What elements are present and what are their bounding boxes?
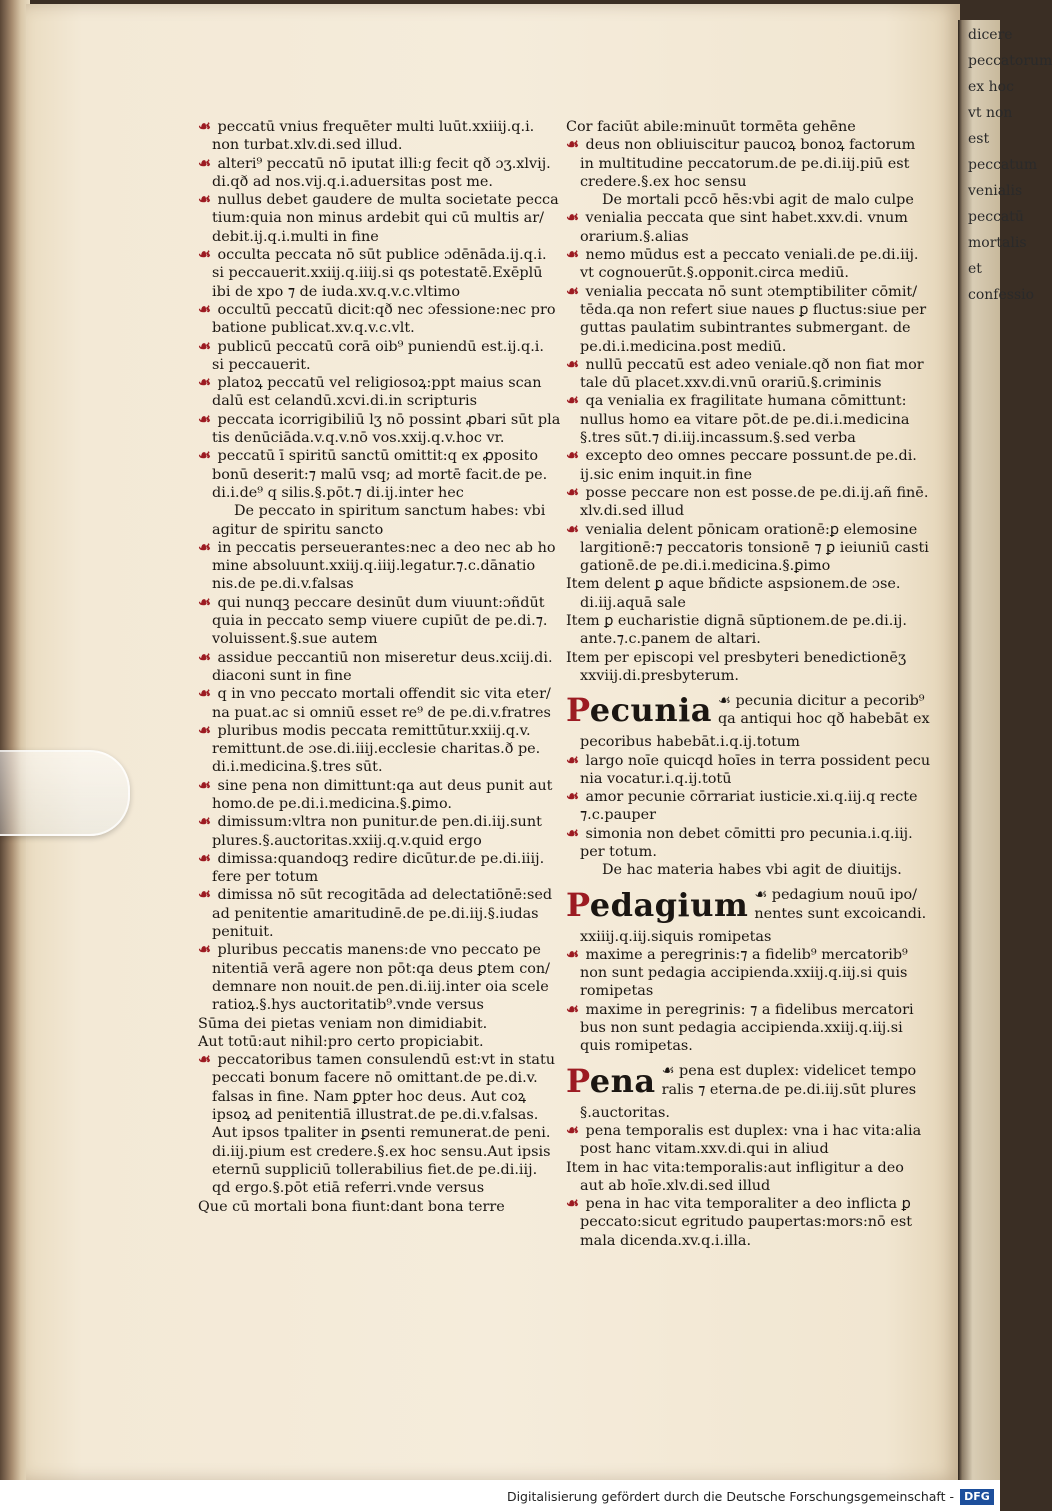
text-line: dalū est celandū.xcvi.di.in scripturis xyxy=(212,393,477,410)
text-line: ☙ in peccatis perseuerantes:nec a deo nec ab ho xyxy=(198,538,556,556)
text-line: Aut totū:aut nihil:pro certo propiciabit. xyxy=(198,1033,484,1050)
text-line: Cor faciūt abile:minuūt tormēta gehēne xyxy=(566,119,856,135)
bookmark-clip xyxy=(0,750,130,836)
neighbor-text: peccatū xyxy=(968,209,1024,225)
text-line: ☙ venialia peccata que sint habet.xxv.di. vnum xyxy=(566,209,908,227)
heading-pena xyxy=(566,1060,917,1102)
text-line: ☙ platoꝝ peccatū vel religiosoꝝ:ppt maius scan xyxy=(198,374,542,392)
text-line: credere.§.ex hoc sensu xyxy=(580,173,747,190)
text-line: ipsoꝝ ad penitentiā illustrat.de pe.di.v.falsas. xyxy=(212,1107,539,1124)
text-line: xxviij.di.presbyterum. xyxy=(580,667,739,684)
pena-entries xyxy=(566,1104,922,1250)
heading-pecunia-word: Pecunia xyxy=(566,691,712,730)
text-line: Item delent ꝑ aque bñdicte aspsionem.de ɔse. xyxy=(566,576,901,593)
text-line: ☙ posse peccare non est posse.de pe.di.ij.añ finē. xyxy=(566,483,929,501)
text-line: di.i.de⁹ q silis.§.pōt.⁊ di.ij.inter hec xyxy=(212,484,464,501)
text-line: ☙ assidue peccantiū non miseretur deus.xciij.di. xyxy=(198,648,553,666)
heading-pedagium-word: Pedagium xyxy=(566,885,749,924)
text-line: aut ab hoīe.xlv.di.sed illud xyxy=(580,1177,771,1194)
text-line: di.i.medicina.§.tres sūt. xyxy=(212,759,383,776)
text-line: gationē.de pe.di.i.medicina.§.ꝑimo xyxy=(580,558,831,575)
text-line: ☙ dimissum:vltra non punitur.de pen.di.iij.sunt xyxy=(198,813,542,831)
text-line: post hanc vitam.xxv.di.qui in aliud xyxy=(580,1141,829,1158)
text-line: ☙ dimissa:quandoqꝫ redire dicūtur.de pe.di.iiij. xyxy=(198,849,545,867)
text-line: ☙ nemo mūdus est a peccato veniali.de pe.di.iij. xyxy=(566,246,919,264)
text-line: Sūma dei pietas veniam non dimidiabit. xyxy=(198,1015,488,1032)
left-column xyxy=(198,118,561,1216)
text-line: quia in peccato semp viuere cupiūt de pe.di.⁊. xyxy=(212,613,548,630)
heading-pena-text: ☙ pena est duplex: videlicet tempo ralis ⁊ eterna.de pe.di.iij.sūt plures xyxy=(661,1063,917,1098)
text-line: non turbat.xlv.di.sed illud. xyxy=(212,137,403,154)
text-line: batione publicat.xv.q.v.c.vlt. xyxy=(212,320,415,337)
pedagium-entries xyxy=(566,928,914,1056)
text-line: na puat.ac si omniū esset re⁹ de pe.di.v.fratres xyxy=(212,704,551,721)
text-line: ☙ pluribus modis peccata remittūtur.xxiij.q.v. xyxy=(198,721,531,739)
text-line: ratioꝝ.§.hys auctoritatib⁹.vnde versus xyxy=(212,997,484,1014)
text-line: Item per episcopi vel presbyteri benedictionēʒ xyxy=(566,649,907,666)
text-line: debit.ij.q.i.multi in fine xyxy=(212,228,379,245)
text-line: ☙ sine pena non dimittunt:qa aut deus punit aut xyxy=(198,776,553,794)
heading-pecunia xyxy=(566,689,930,731)
text-line: ☙ simonia non debet cōmitti pro pecunia.i.q.iij. xyxy=(566,824,913,842)
dfg-logo: DFG xyxy=(960,1489,994,1505)
neighbor-text: ex hoc xyxy=(968,79,1014,95)
text-line: romipetas xyxy=(580,983,654,1000)
text-line: ☙ peccata icorrigibiliū lʒ nō possint ꝓbari sūt pla xyxy=(198,410,561,428)
text-line: ☙ nullū peccatū est adeo veniale.qð non fiat mor xyxy=(566,355,924,373)
text-line: ☙ deus non obliuiscitur paucoꝝ bonoꝝ factorum xyxy=(566,136,916,154)
text-line: qd ergo.§.pōt etiā referri.vnde versus xyxy=(212,1180,485,1197)
footer-credit: Digitalisierung gefördert durch die Deutsche Forschungsgemeinschaft - xyxy=(506,1489,954,1504)
text-line: ☙ excepto deo omnes peccare possunt.de pe.di. xyxy=(566,447,917,465)
text-line: ☙ amor pecunie cōrrariat iusticie.xi.q.iij.q recte xyxy=(566,788,918,806)
neighbor-text: confessio xyxy=(968,287,1035,303)
neighbor-text: venialis xyxy=(968,183,1023,199)
neighbor-text: vt non xyxy=(968,105,1013,121)
heading-pedagium-text: ☙ pedagium nouū ipo/ nentes sunt excoicandi. xyxy=(754,887,927,922)
text-line: vt cognouerūt.§.opponit.circa mediū. xyxy=(580,265,849,282)
text-line: ☙ peccatoribus tamen consulendū est:vt in statu xyxy=(198,1051,555,1069)
footer-bar xyxy=(0,1480,1000,1511)
text-line: Aut ipsos tpaliter in ꝑsenti remunerat.de peni. xyxy=(212,1125,551,1142)
right-column-top xyxy=(566,118,929,685)
neighbor-text: est xyxy=(968,131,990,147)
text-line: orarium.§.alias xyxy=(580,228,689,245)
text-line: tis denūciāda.v.q.v.nō vos.xxij.q.v.hoc vr. xyxy=(212,430,505,447)
text-line: Item ꝑ eucharistie dignā sūptionem.de pe.di.ij. xyxy=(566,613,907,630)
text-line: non sunt pedagia accipienda.xxiij.q.iij.si quis xyxy=(580,965,908,982)
pecunia-entries xyxy=(566,733,931,879)
text-line: ibi de xpo ⁊ de iuda.xv.q.v.c.vltimo xyxy=(212,283,461,300)
text-line: De mortali pccō hēs:vbi agit de malo culpe xyxy=(602,192,914,209)
text-line: ☙ peccatū ī spiritū sanctū omittit:q ex ꝓposito xyxy=(198,447,539,465)
text-line: ☙ largo noīe quicqd hoīes in terra possident pecu xyxy=(566,751,931,769)
text-line: nitentiā verā agere non pōt:qa deus ꝑtem con/ xyxy=(212,960,551,977)
text-line: largitionē:⁊ peccatoris tonsionē ⁊ ꝑ ieiuniū casti xyxy=(580,539,929,556)
text-line: guttas paulatim subintrantes submergant. de xyxy=(580,320,911,337)
heading-pecunia-text: ☙ pecunia dicitur a pecorib⁹ qa antiqui hoc qð habebāt ex xyxy=(717,692,930,728)
text-line: plures.§.auctoritas.xxiij.q.v.quid ergo xyxy=(212,832,482,849)
text-line: ⁊.c.pauper xyxy=(580,807,657,824)
neighbor-page xyxy=(958,20,1052,1480)
text-line: ☙ venialia peccata nō sunt ɔtemptibiliter cōmit/ xyxy=(566,282,918,300)
heading-pena-word: Pena xyxy=(566,1061,656,1100)
text-line: peccati bonum facere nō omittant.de pe.di.v. xyxy=(212,1070,538,1087)
text-line: xxiiij.q.iij.siquis romipetas xyxy=(580,928,772,945)
text-line: tale dū placet.xxv.di.vnū orariū.§.criminis xyxy=(580,375,882,392)
neighbor-text: peccatum xyxy=(968,157,1038,173)
text-line: ☙ alteri⁹ peccatū nō iputat illi:g fecit qð ɔʒ.xlvij. xyxy=(198,154,551,172)
text-line: pecoribus habebāt.i.q.ij.totum xyxy=(580,734,800,751)
neighbor-text: peccatorum xyxy=(968,53,1052,69)
text-line: ☙ nullus debet gaudere de multa societate pecca xyxy=(198,191,559,209)
text-line: ad penitentie amaritudinē.de pe.di.iij.§.iudas xyxy=(212,905,539,922)
text-line: ☙ peccatū vnius frequēter multi luūt.xxiiij.q.i. xyxy=(198,118,535,135)
text-line: ☙ maxime in peregrinis: ⁊ a fidelibus mercatori xyxy=(566,1000,914,1018)
heading-pedagium xyxy=(566,884,927,926)
text-line: bonū deserit:⁊ malū vsq; ad mortē facit.de pe. xyxy=(212,466,548,483)
text-line: si peccauerit.xxiij.q.iiij.si qs potestatē.Exēplū xyxy=(212,265,543,282)
text-line: fere per totum xyxy=(212,869,319,886)
text-line: ☙ pluribus peccatis manens:de vno peccato pe xyxy=(198,941,541,959)
text-line: falsas in fine. Nam ꝑpter hoc deus. Aut coꝝ xyxy=(212,1088,527,1105)
text-line: ☙ qui nunqꝫ peccare desinūt dum viuunt:ɔñdūt xyxy=(198,593,545,611)
text-line: De hac materia habes vbi agit de diuitijs. xyxy=(602,862,902,879)
text-line: ☙ venialia delent pōnicam orationē:ꝑ elemosine xyxy=(566,520,918,538)
text-line: mala dicenda.xv.q.i.illa. xyxy=(580,1232,752,1249)
text-line: ☙ pena in hac vita temporaliter a deo inflicta ꝑ xyxy=(566,1195,911,1213)
text-line: §.tres sūt.⁊ di.iij.incassum.§.sed verba xyxy=(580,430,856,447)
text-line: nia vocatur.i.q.ij.totū xyxy=(580,770,732,787)
text-line: xlv.di.sed illud xyxy=(580,503,685,520)
text-line: voluissent.§.sue autem xyxy=(212,631,378,648)
text-line: ☙ q in vno peccato mortali offendit sic vita eter/ xyxy=(198,685,551,703)
text-line: ☙ pena temporalis est duplex: vna i hac vita:alia xyxy=(566,1121,922,1139)
text-line: di.iij.pium est credere.§.ex hoc sensu.Aut ipsis xyxy=(212,1143,551,1160)
neighbor-text: dicere xyxy=(968,27,1013,43)
text-line: ☙ qa venialia ex fragilitate humana cōmittunt: xyxy=(566,392,907,410)
text-line: §.auctoritas. xyxy=(580,1104,670,1121)
text-line: si peccauerit. xyxy=(212,356,311,373)
text-line: nullus homo ea vitare pōt.de pe.di.i.medicina xyxy=(580,411,910,428)
text-line: ☙ occulta peccata nō sūt publice ɔdēnāda.ij.q.i. xyxy=(198,246,547,264)
text-line: agitur de spiritu sancto xyxy=(212,521,384,538)
text-line: quis romipetas. xyxy=(580,1038,693,1055)
text-line: per totum. xyxy=(580,843,657,860)
text-line: penituit. xyxy=(212,924,274,941)
text-line: tēda.qa non refert siue naues ꝑ fluctus:siue per xyxy=(580,301,927,318)
text-line: ☙ maxime a peregrinis:⁊ a fidelib⁹ mercatorib⁹ xyxy=(566,945,908,963)
text-line: tium:quia non minus ardebit qui cū multis ar/ xyxy=(212,210,544,227)
text-line: Item in hac vita:temporalis:aut infligitur a deo xyxy=(566,1159,904,1176)
text-line: in multitudine peccatorum.de pe.di.iij.piū est xyxy=(580,155,910,172)
text-line: diaconi sunt in fine xyxy=(212,667,352,684)
text-line: ij.sic enim inquit.in fine xyxy=(580,466,753,483)
text-line: eternū suppliciū tollerabilius fiet.de pe.di.iij. xyxy=(212,1161,538,1178)
text-line: di.qð ad nos.vij.q.i.aduersitas post me. xyxy=(212,173,493,190)
neighbor-text: et xyxy=(968,261,982,277)
neighbor-text: mortalis xyxy=(968,235,1027,251)
text-line: ante.⁊.c.panem de altari. xyxy=(580,631,761,648)
text-line: ☙ dimissa nō sūt recogitāda ad delectatiōnē:sed xyxy=(198,886,553,904)
text-line: peccato:sicut egritudo paupertas:mors:nō est xyxy=(580,1214,912,1231)
text-line: demnare non nouit.de pen.di.iij.inter oia scele xyxy=(212,978,549,995)
text-line: De peccato in spiritum sanctum habes: vbi xyxy=(234,503,546,520)
text-line: ☙ publicū peccatū corā oib⁹ puniendū est.ij.q.i. xyxy=(198,337,544,355)
text-line: di.iij.aquā sale xyxy=(580,594,686,611)
text-line: nis.de pe.di.v.falsas xyxy=(212,576,354,593)
text-line: pe.di.i.medicina.post mediū. xyxy=(580,338,787,355)
text-line: mine absoluunt.xxiij.q.iiij.legatur.⁊.c.dānatio xyxy=(212,558,536,575)
text-line: Que cū mortali bona fiunt:dant bona terre xyxy=(198,1198,505,1215)
text-line: homo.de pe.di.i.medicina.§.ꝑimo. xyxy=(212,795,452,812)
text-line: bus non sunt pedagia accipienda.xxiij.q.iij.si xyxy=(580,1020,903,1037)
right-column xyxy=(566,118,931,1250)
text-line: ☙ occultū peccatū dicit:qð nec ɔfessione:nec pro xyxy=(198,300,556,318)
text-line: remittunt.de ɔse.di.iiij.ecclesie charitas.ð pe. xyxy=(212,741,541,758)
